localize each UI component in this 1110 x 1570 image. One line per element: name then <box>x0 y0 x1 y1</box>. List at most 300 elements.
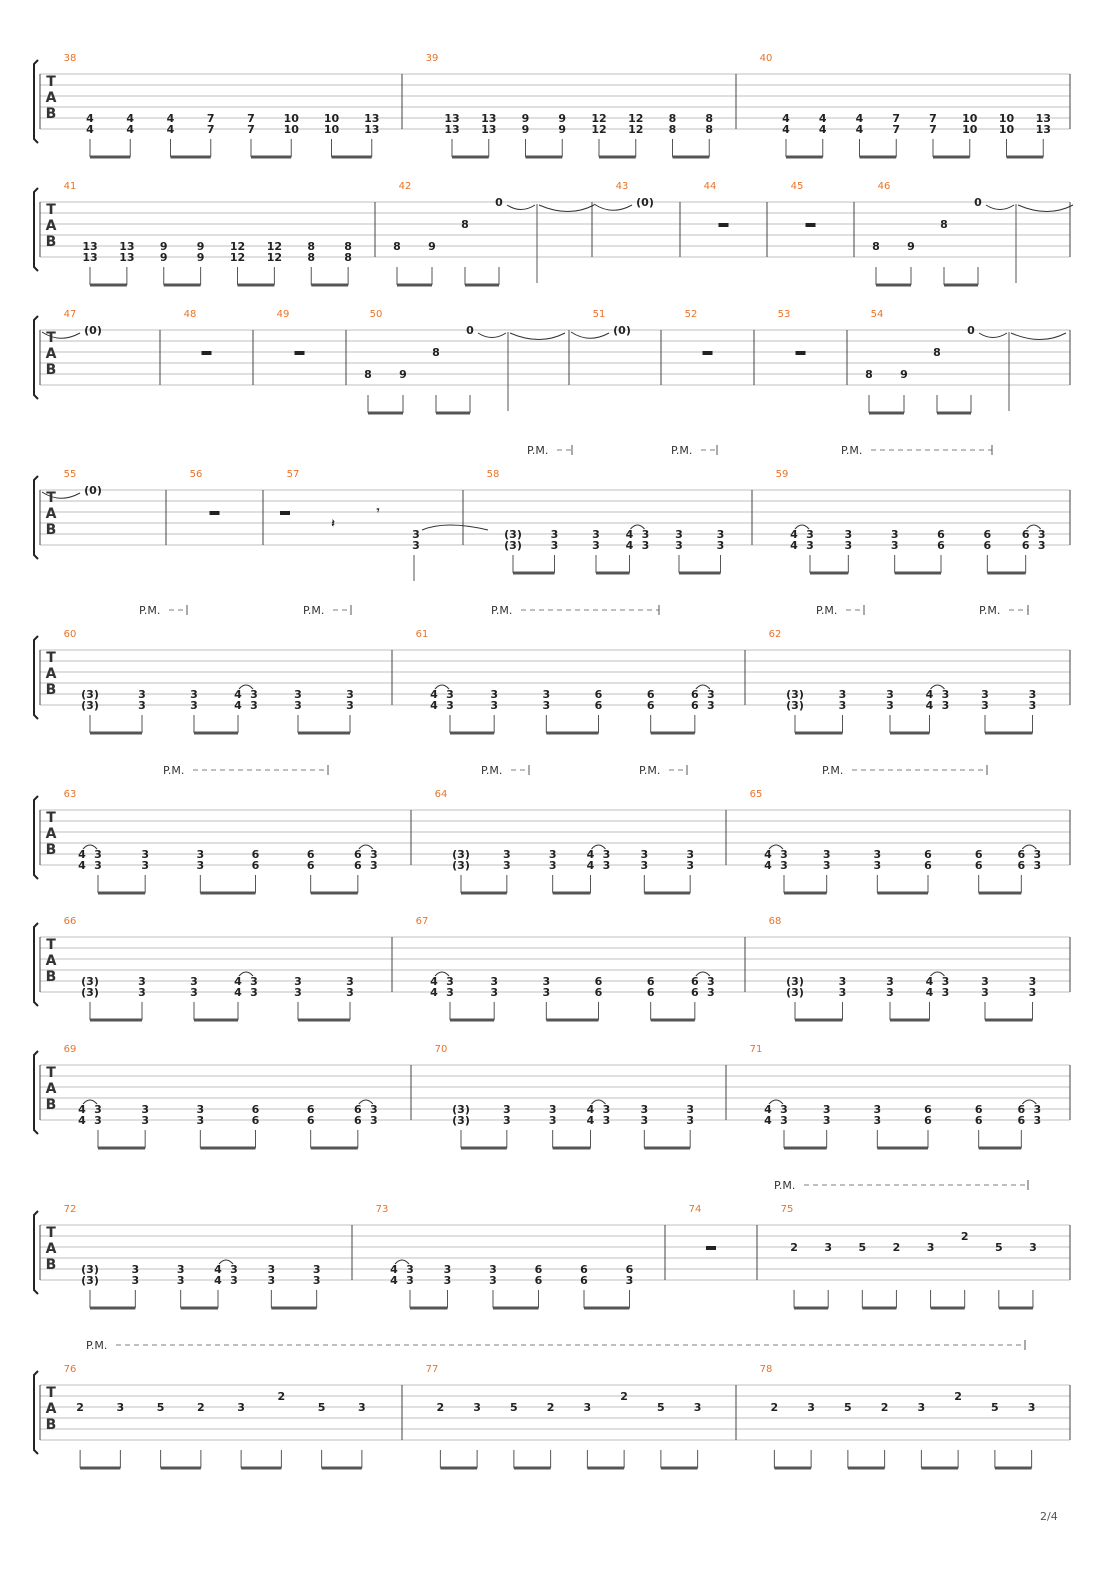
measure-number: 44 <box>703 181 717 192</box>
fret-number: 3 <box>686 848 694 861</box>
measure-number: 51 <box>592 309 606 320</box>
tab-clef-letter: B <box>45 842 57 858</box>
fret-number: 4 <box>925 975 934 988</box>
fret-number: 3 <box>675 539 683 552</box>
fret-number: 4 <box>764 1103 772 1116</box>
tab-system <box>34 181 1073 285</box>
fret-number: 4 <box>625 539 634 552</box>
fret-number: 4 <box>166 112 175 125</box>
fret-number: 3 <box>190 986 198 999</box>
fret-number: 3 <box>141 859 149 872</box>
fret-number: 3 <box>131 1274 140 1287</box>
fret-number: 4 <box>214 1263 222 1276</box>
measure-number: 68 <box>768 916 782 927</box>
fret-number: (3) <box>81 1263 99 1276</box>
fret-number: 3 <box>250 699 258 712</box>
measure-number: 74 <box>688 1204 702 1215</box>
rest-symbol <box>210 511 220 515</box>
measure-number: 76 <box>63 1364 77 1375</box>
measure-number: 70 <box>434 1044 448 1055</box>
measure-number: 59 <box>775 469 789 480</box>
tie-arc <box>979 333 1007 338</box>
fret-number: 6 <box>974 1103 983 1116</box>
tab-system <box>34 309 1070 413</box>
fret-number: 4 <box>790 528 798 541</box>
fret-number: 8 <box>872 240 880 253</box>
fret-number: 3 <box>838 975 847 988</box>
fret-number: 0 <box>495 196 503 209</box>
tab-system <box>34 604 1070 733</box>
measure-number: 66 <box>63 916 77 927</box>
fret-number: 3 <box>548 1114 557 1127</box>
fret-number: 3 <box>641 528 650 541</box>
fret-number: 4 <box>764 848 772 861</box>
fret-number: 4 <box>234 975 242 988</box>
fret-number: 6 <box>594 688 603 701</box>
fret-number: 5 <box>156 1401 165 1414</box>
fret-number: 9 <box>159 251 168 264</box>
fret-number: 7 <box>247 123 255 136</box>
fret-number: 10 <box>323 123 340 136</box>
fret-number: 7 <box>247 112 255 125</box>
fret-number: 3 <box>503 859 511 872</box>
system-bracket <box>34 188 38 271</box>
fret-number: 7 <box>929 123 937 136</box>
tab-clef-letter: A <box>45 953 57 969</box>
measure-number: 50 <box>369 309 383 320</box>
tab-clef-letter: B <box>45 1257 57 1273</box>
measure-number: 58 <box>486 469 500 480</box>
fret-number: 2 <box>770 1401 779 1414</box>
fret-number: 6 <box>1021 528 1030 541</box>
fret-number: 5 <box>657 1401 665 1414</box>
fret-number: 3 <box>602 1103 611 1116</box>
fret-number: 3 <box>294 986 302 999</box>
fret-number: 2 <box>790 1241 798 1254</box>
tab-clef-letter: T <box>46 810 56 826</box>
fret-number: 3 <box>838 699 847 712</box>
measure-number: 53 <box>777 309 791 320</box>
fret-number: 3 <box>490 986 498 999</box>
fret-number: 3 <box>267 1274 276 1287</box>
fret-number: (0) <box>636 196 654 209</box>
fret-number: 3 <box>873 859 882 872</box>
rest-symbol <box>796 351 806 355</box>
fret-number: 3 <box>780 1114 788 1127</box>
fret-number: 3 <box>548 859 557 872</box>
fret-number: 12 <box>229 240 246 253</box>
fret-number: (3) <box>786 975 804 988</box>
palm-mute-label: P.M. <box>816 604 838 617</box>
fret-number: 3 <box>196 848 205 861</box>
fret-number: 4 <box>126 112 135 125</box>
tie-arc <box>1018 205 1073 212</box>
fret-number: 3 <box>873 1114 882 1127</box>
measure-number: 47 <box>63 309 77 320</box>
fret-number: 3 <box>446 688 454 701</box>
system-bracket <box>34 1211 38 1294</box>
tab-clef-letter: B <box>45 969 57 985</box>
measure-number: 49 <box>276 309 290 320</box>
fret-number: 3 <box>346 986 354 999</box>
fret-number: 3 <box>94 1114 102 1127</box>
system-bracket <box>34 636 38 719</box>
fret-number: 5 <box>844 1401 852 1414</box>
tie-arc <box>594 204 632 210</box>
measure-number: 73 <box>375 1204 389 1215</box>
fret-number: 6 <box>691 699 699 712</box>
fret-number: 4 <box>586 1114 595 1127</box>
fret-number: 9 <box>428 240 436 253</box>
fret-number: 8 <box>307 251 316 264</box>
fret-number: 3 <box>675 528 683 541</box>
fret-number: 3 <box>550 539 559 552</box>
fret-number: 3 <box>346 975 354 988</box>
system-bracket <box>34 316 38 399</box>
fret-number: 12 <box>266 240 283 253</box>
fret-number: 4 <box>78 848 86 861</box>
fret-number: 6 <box>1017 848 1026 861</box>
measure-number: 56 <box>189 469 203 480</box>
tab-system <box>34 1044 1070 1148</box>
fret-number: 9 <box>159 240 168 253</box>
tab-clef-letter: B <box>45 362 57 378</box>
fret-number: 3 <box>550 528 559 541</box>
fret-number: 6 <box>354 859 362 872</box>
fret-number: 3 <box>294 975 302 988</box>
rest-symbol <box>280 511 290 515</box>
fret-number: 4 <box>782 112 790 125</box>
fret-number: 8 <box>865 368 873 381</box>
tie-arc <box>986 205 1014 210</box>
system-bracket <box>34 476 38 559</box>
measure-number: 69 <box>63 1044 77 1055</box>
fret-number: 4 <box>86 123 94 136</box>
palm-mute-label: P.M. <box>639 764 661 777</box>
fret-number: 3 <box>625 1274 634 1287</box>
fret-number: 3 <box>1033 848 1042 861</box>
palm-mute-label: P.M. <box>527 444 549 457</box>
fret-number: 3 <box>406 1263 414 1276</box>
fret-number: 3 <box>886 986 894 999</box>
tab-clef-letter: T <box>46 490 56 506</box>
fret-number: 3 <box>844 539 853 552</box>
fret-number: 4 <box>234 986 242 999</box>
fret-number: 3 <box>890 528 899 541</box>
measure-number: 39 <box>425 53 439 64</box>
tab-clef-letter: B <box>45 682 57 698</box>
fret-number: 3 <box>873 848 882 861</box>
fret-number: 6 <box>251 848 260 861</box>
palm-mute-label: P.M. <box>841 444 863 457</box>
measure-number: 64 <box>434 789 448 800</box>
fret-number: 6 <box>983 539 992 552</box>
fret-number: 10 <box>998 112 1015 125</box>
fret-number: 12 <box>628 112 644 125</box>
measure-number: 62 <box>768 629 782 640</box>
fret-number: 3 <box>443 1263 452 1276</box>
tab-clef-letter: T <box>46 1225 56 1241</box>
fret-number: 3 <box>822 1114 831 1127</box>
fret-number: 3 <box>542 699 551 712</box>
tab-clef-letter: A <box>45 1401 57 1417</box>
fret-number: 6 <box>974 1114 983 1127</box>
fret-number: 6 <box>251 859 260 872</box>
fret-number: 3 <box>640 859 649 872</box>
fret-number: 3 <box>941 699 950 712</box>
fret-number: 4 <box>586 1103 595 1116</box>
measure-number: 46 <box>877 181 891 192</box>
fret-number: 3 <box>548 1103 557 1116</box>
fret-number: 3 <box>412 539 420 552</box>
fret-number: 9 <box>399 368 407 381</box>
fret-number: 4 <box>78 1103 86 1116</box>
fret-number: 2 <box>892 1241 901 1254</box>
fret-number: 6 <box>646 975 655 988</box>
fret-number: 3 <box>602 848 611 861</box>
fret-number: 3 <box>941 986 950 999</box>
fret-number: (3) <box>81 975 99 988</box>
fret-number: 6 <box>691 986 699 999</box>
fret-number: 3 <box>443 1274 452 1287</box>
tie-arc <box>571 332 609 338</box>
fret-number: 6 <box>691 688 699 701</box>
fret-number: 2 <box>436 1401 445 1414</box>
fret-number: 3 <box>1029 1241 1037 1254</box>
fret-number: 9 <box>196 240 205 253</box>
tab-system <box>34 444 1070 581</box>
measure-number: 75 <box>780 1204 794 1215</box>
fret-number: 8 <box>668 112 677 125</box>
fret-number: 3 <box>503 1114 511 1127</box>
palm-mute-label: P.M. <box>822 764 844 777</box>
fret-number: 3 <box>602 1114 611 1127</box>
fret-number: 6 <box>924 848 932 861</box>
fret-number: 3 <box>542 975 551 988</box>
fret-number: 3 <box>941 688 950 701</box>
fret-number: 4 <box>855 123 864 136</box>
fret-number: 3 <box>548 848 557 861</box>
fret-number: 8 <box>933 346 941 359</box>
palm-mute-label: P.M. <box>163 764 185 777</box>
fret-number: 3 <box>592 528 600 541</box>
fret-number: 3 <box>707 975 715 988</box>
fret-number: (3) <box>81 1274 99 1287</box>
fret-number: 3 <box>822 1103 831 1116</box>
measure-number: 40 <box>759 53 773 64</box>
fret-number: (0) <box>84 324 102 337</box>
fret-number: 6 <box>534 1263 543 1276</box>
fret-number: 8 <box>705 123 714 136</box>
fret-number: 6 <box>251 1103 260 1116</box>
fret-number: 3 <box>707 688 715 701</box>
rest-symbol <box>202 351 212 355</box>
fret-number: 3 <box>138 986 146 999</box>
fret-number: 3 <box>141 1103 149 1116</box>
fret-number: 3 <box>94 1103 102 1116</box>
fret-number: 2 <box>546 1401 555 1414</box>
fret-number: 6 <box>646 986 655 999</box>
tab-clef-letter: A <box>45 90 57 106</box>
fret-number: 4 <box>430 688 438 701</box>
fret-number: 8 <box>364 368 372 381</box>
fret-number: 3 <box>312 1263 321 1276</box>
fret-number: 3 <box>844 528 853 541</box>
measure-number: 61 <box>415 629 429 640</box>
fret-number: 6 <box>974 848 983 861</box>
palm-mute-label: P.M. <box>86 1339 108 1352</box>
fret-number: 3 <box>176 1263 185 1276</box>
measure-number: 42 <box>398 181 412 192</box>
fret-number: 3 <box>346 699 354 712</box>
fret-number: 4 <box>855 112 864 125</box>
fret-number: 2 <box>620 1390 628 1403</box>
fret-number: 3 <box>873 1103 882 1116</box>
fret-number: (3) <box>81 688 99 701</box>
fret-number: 3 <box>981 986 989 999</box>
fret-number: 3 <box>250 975 258 988</box>
fret-number: 6 <box>625 1263 634 1276</box>
fret-number: 9 <box>196 251 205 264</box>
fret-number: 6 <box>251 1114 260 1127</box>
fret-number: 3 <box>267 1263 276 1276</box>
system-bracket <box>34 923 38 1006</box>
fret-number: 4 <box>586 859 595 872</box>
rest-symbol <box>703 351 713 355</box>
fret-number: 2 <box>197 1401 205 1414</box>
fret-number: 3 <box>1037 528 1046 541</box>
fret-number: 12 <box>628 123 644 136</box>
fret-number: 4 <box>586 848 595 861</box>
measure-number: 78 <box>759 1364 773 1375</box>
fret-number: 3 <box>346 688 354 701</box>
fret-number: 3 <box>886 688 894 701</box>
measure-number: 38 <box>63 53 77 64</box>
tab-system <box>34 1179 1070 1308</box>
fret-number: 6 <box>924 1103 932 1116</box>
tab-clef-letter: B <box>45 234 57 250</box>
fret-number: 4 <box>764 859 772 872</box>
tab-clef-letter: A <box>45 218 57 234</box>
fret-number: 3 <box>230 1263 238 1276</box>
fret-number: 3 <box>489 1263 497 1276</box>
fret-number: 3 <box>370 859 378 872</box>
fret-number: 10 <box>962 112 978 125</box>
fret-number: 8 <box>432 346 440 359</box>
fret-number: 8 <box>940 218 948 231</box>
fret-number: 3 <box>94 859 102 872</box>
fret-number: 5 <box>317 1401 326 1414</box>
fret-number: 10 <box>962 123 978 136</box>
tab-clef-letter: B <box>45 1097 57 1113</box>
fret-number: (3) <box>452 1103 470 1116</box>
measure-number: 67 <box>415 916 429 927</box>
fret-number: 6 <box>983 528 992 541</box>
fret-number: 6 <box>1021 539 1030 552</box>
tie-arc <box>422 525 488 530</box>
fret-number: 3 <box>237 1401 245 1414</box>
measure-number: 45 <box>790 181 804 192</box>
tab-clef-letter: A <box>45 826 57 842</box>
fret-number: 13 <box>444 123 460 136</box>
fret-number: 9 <box>521 123 530 136</box>
fret-number: (3) <box>786 986 804 999</box>
fret-number: (3) <box>81 986 99 999</box>
fret-number: 12 <box>266 251 283 264</box>
fret-number: 2 <box>76 1401 84 1414</box>
fret-number: 3 <box>1027 1401 1036 1414</box>
fret-number: 6 <box>306 848 315 861</box>
fret-number: 3 <box>838 688 847 701</box>
fret-number: 8 <box>461 218 469 231</box>
fret-number: 3 <box>640 848 649 861</box>
fret-number: 3 <box>116 1401 125 1414</box>
palm-mute-label: P.M. <box>139 604 161 617</box>
tab-clef-letter: B <box>45 522 57 538</box>
fret-number: 6 <box>1017 1114 1026 1127</box>
fret-number: 6 <box>691 975 699 988</box>
system-bracket <box>34 796 38 879</box>
fret-number: 8 <box>344 251 352 264</box>
fret-number: 5 <box>858 1241 867 1254</box>
fret-number: 3 <box>1028 986 1037 999</box>
fret-number: 5 <box>991 1401 999 1414</box>
measure-number: 41 <box>63 181 77 192</box>
fret-number: 4 <box>925 699 934 712</box>
fret-number: 3 <box>141 1114 149 1127</box>
fret-number: 3 <box>370 1114 378 1127</box>
fret-number: 6 <box>974 859 983 872</box>
fret-number: 6 <box>354 1114 362 1127</box>
fret-number: 4 <box>86 112 94 125</box>
fret-number: 3 <box>489 1274 497 1287</box>
rest-symbol <box>706 1246 716 1250</box>
fret-number: 3 <box>1033 1114 1042 1127</box>
fret-number: (3) <box>504 528 522 541</box>
rest-symbol <box>806 223 816 227</box>
fret-number: 2 <box>277 1390 286 1403</box>
fret-number: 3 <box>941 975 950 988</box>
fret-number: 3 <box>707 699 715 712</box>
fret-number: 4 <box>818 112 827 125</box>
tab-clef-letter: T <box>46 1385 56 1401</box>
fret-number: 6 <box>306 1114 315 1127</box>
fret-number: (3) <box>452 1114 470 1127</box>
fret-number: 3 <box>1028 699 1037 712</box>
palm-mute-label: P.M. <box>303 604 325 617</box>
palm-mute-label: P.M. <box>774 1179 796 1192</box>
fret-number: 3 <box>981 975 989 988</box>
rest-symbol <box>295 351 305 355</box>
fret-number: 6 <box>646 688 655 701</box>
fret-number: 3 <box>1033 859 1042 872</box>
tab-clef-letter: B <box>45 1417 57 1433</box>
measure-number: 71 <box>749 1044 763 1055</box>
fret-number: 3 <box>490 699 498 712</box>
fret-number: 8 <box>668 123 677 136</box>
fret-number: 3 <box>780 859 788 872</box>
fret-number: 4 <box>782 123 790 136</box>
fret-number: 4 <box>234 699 242 712</box>
tab-clef-letter: T <box>46 74 56 90</box>
fret-number: 6 <box>1017 1103 1026 1116</box>
fret-number: 6 <box>354 1103 362 1116</box>
fret-number: (0) <box>84 484 102 497</box>
fret-number: 6 <box>646 699 655 712</box>
fret-number: 6 <box>1017 859 1026 872</box>
fret-number: 4 <box>390 1263 398 1276</box>
fret-number: 4 <box>234 688 242 701</box>
